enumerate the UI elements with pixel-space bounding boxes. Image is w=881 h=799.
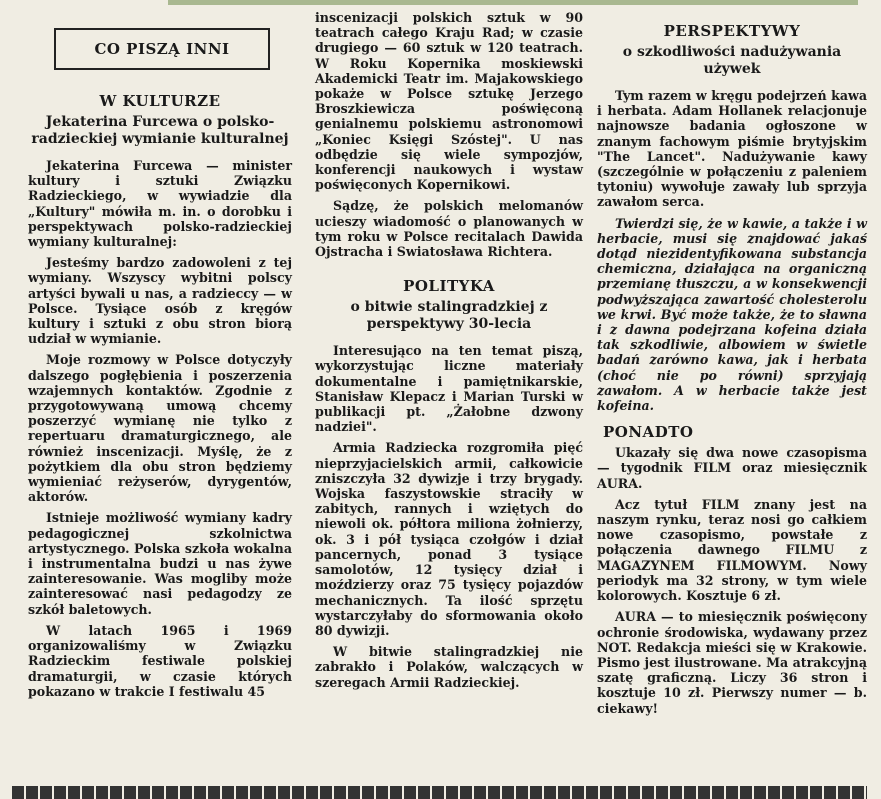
section-title-politics: POLITYKA bbox=[403, 277, 495, 296]
box-title: CO PISZĄ INNI bbox=[54, 28, 270, 70]
subhead-coffee: o szkodliwości nadużywania używek bbox=[622, 44, 842, 77]
paragraph: Interesująco na ten temat piszą, wykorzystując liczne materiały dokumentalne i pamiętnikarskie, Stanisław Klepacz i Marian Turski w publikacji pt. „Żałobne dzwony nadziei". bbox=[315, 343, 583, 435]
column-3 bbox=[597, 10, 867, 722]
paragraph: Sądzę, że polskich melomanów ucieszy wiadomość o planowanych w tym roku w Polsce recitalach Dawida Ojstracha i Swiatosława Richtera. bbox=[315, 198, 583, 260]
column-2 bbox=[315, 10, 583, 696]
section-title-ponadto: PONADTO bbox=[603, 423, 694, 442]
paragraph: Jesteśmy bardzo zadowoleni z tej wymiany. Wszyscy wybitni polscy artyści bywali u nas, a radzieccy — w Polsce. Tysiące osób z kręgów kultury i sztuki z obu stron biorą udział w wymianie. bbox=[28, 255, 292, 347]
bottom-decorative-bar bbox=[12, 786, 867, 799]
subhead-furcewa: Jekaterina Furcewa o polsko-radzieckiej wymianie kulturalnej bbox=[31, 114, 289, 147]
paragraph: AURA — to miesięcznik poświęcony ochronie środowiska, wydawany przez NOT. Redakcja mieści się w Krakowie. Pismo jest ilustrowane. Ma atrakcyjną szatę graficzną. Liczy 36 stron i kosztuje 10 zł. Pierwszy numer — b. ciekawy! bbox=[597, 609, 867, 716]
paragraph: Armia Radziecka rozgromiła pięć nieprzyjacielskich armii, całkowicie zniszczyła 32 dywizje i trzy brygady. Wojska faszystowskie straciły w zabitych, rannych i wziętych do niewoli ok. półtora miliona żołnierzy, ok. 3 i pół tysiąca czołgów i dział pancernych, ponad 3 tysiące samolotów, 12 tysięcy dział i moździerzy oraz 75 tysięcy pojazdów mechanicznych. Ta ilość sprzętu wystarczyłaby do sformowania około 80 dywizji. bbox=[315, 440, 583, 638]
paragraph: Tym razem w kręgu podejrzeń kawa i herbata. Adam Hollanek relacjonuje najnowsze badania ogłoszone w znanym fachowym piśmie brytyjskim "The Lancet". Nadużywanie kawy (szczególnie w połączeniu z paleniem tytoniu) wywołuje zawały lub sprzyja zawałom serca. bbox=[597, 88, 867, 210]
subhead-stalingrad: o bitwie stalingradzkiej z perspektywy 30-lecia bbox=[350, 299, 548, 333]
paragraph: W bitwie stalingradzkiej nie zabrakło i Polaków, walczących w szeregach Armii Radzieckiej. bbox=[315, 644, 583, 690]
column-1 bbox=[28, 10, 292, 705]
italic-paragraph: Twierdzi się, że w kawie, a także i w herbacie, musi się znajdować jakaś dotąd niezidentyfikowana substancja chemiczna, działająca na organiczną przemianę tłuszczu, a w konsekwencji podwyższająca zawartość cholesterolu we krwi. Być może także, że to sławna i z dawna podejrzana kofeina działa tak szkodliwie, albowiem w świetle badań zarówno kawa, jak i herbata (choć nie po równi) sprzyjają zawałom. A w herbacie także jest kofeina. bbox=[597, 215, 867, 414]
paragraph: Jekaterina Furcewa — minister kultury i sztuki Związku Radzieckiego, w wywiadzie dla „Kultury" mówiła m. in. o dorobku i perspektywach polsko-radzieckiej wymiany kulturalnej: bbox=[28, 158, 292, 250]
paragraph: Istnieje możliwość wymiany kadry pedagogicznej szkolnictwa artystycznego. Polska szkoła wokalna i instrumentalna budzi u nas żywe zainteresowanie. Was mogliby może zainteresować nasi pedagodzy ze szkół baletowych. bbox=[28, 510, 292, 617]
paragraph: Ukazały się dwa nowe czasopisma — tygodnik FILM oraz miesięcznik AURA. bbox=[597, 445, 867, 491]
top-decorative-bar bbox=[168, 0, 858, 5]
paragraph: W latach 1965 i 1969 organizowaliśmy w Związku Radzieckim festiwale polskiej dramaturgii, w czasie których pokazano w trakcie I festiwalu 45 bbox=[28, 622, 292, 699]
paragraph: inscenizacji polskich sztuk w 90 teatrach całego Kraju Rad; w czasie drugiego — 60 sztuk w 120 teatrach. W Roku Kopernika moskiewski Akademicki Teatr im. Majakowskiego pokaże w Polsce sztukę Jerzego Broszkiewicza poświęconą genialnemu polskiemu astronomowi „Koniec Księgi Szóstej". U nas odbędzie się wiele sympozjów, konferencji naukowych i wystaw poświęconych Kopernikowi. bbox=[315, 10, 583, 193]
section-title-perspectives: PERSPEKTYWY bbox=[663, 22, 801, 40]
section-title-culture: W KULTURZE bbox=[99, 92, 221, 110]
paragraph: Moje rozmowy w Polsce dotyczyły dalszego pogłębienia i poszerzenia wzajemnych kontaktów. Zgodnie z przygotowywaną umową chcemy poszerzyć wymianę nie tylko z repertuaru dramaturgicznego, ale również inscenizacji. Myślę, że z pożytkiem dla obu stron będziemy wymieniać reżyserów, dyrygentów, aktorów. bbox=[28, 352, 292, 505]
paragraph: Acz tytuł FILM znany jest na naszym rynku, teraz nosi go całkiem nowe czasopismo, powstałe z połączenia dawnego FILMU z MAGAZYNEM FILMOWYM. Nowy periodyk ma 32 strony, w tym wiele kolorowych. Kosztuje 6 zł. bbox=[597, 496, 867, 604]
